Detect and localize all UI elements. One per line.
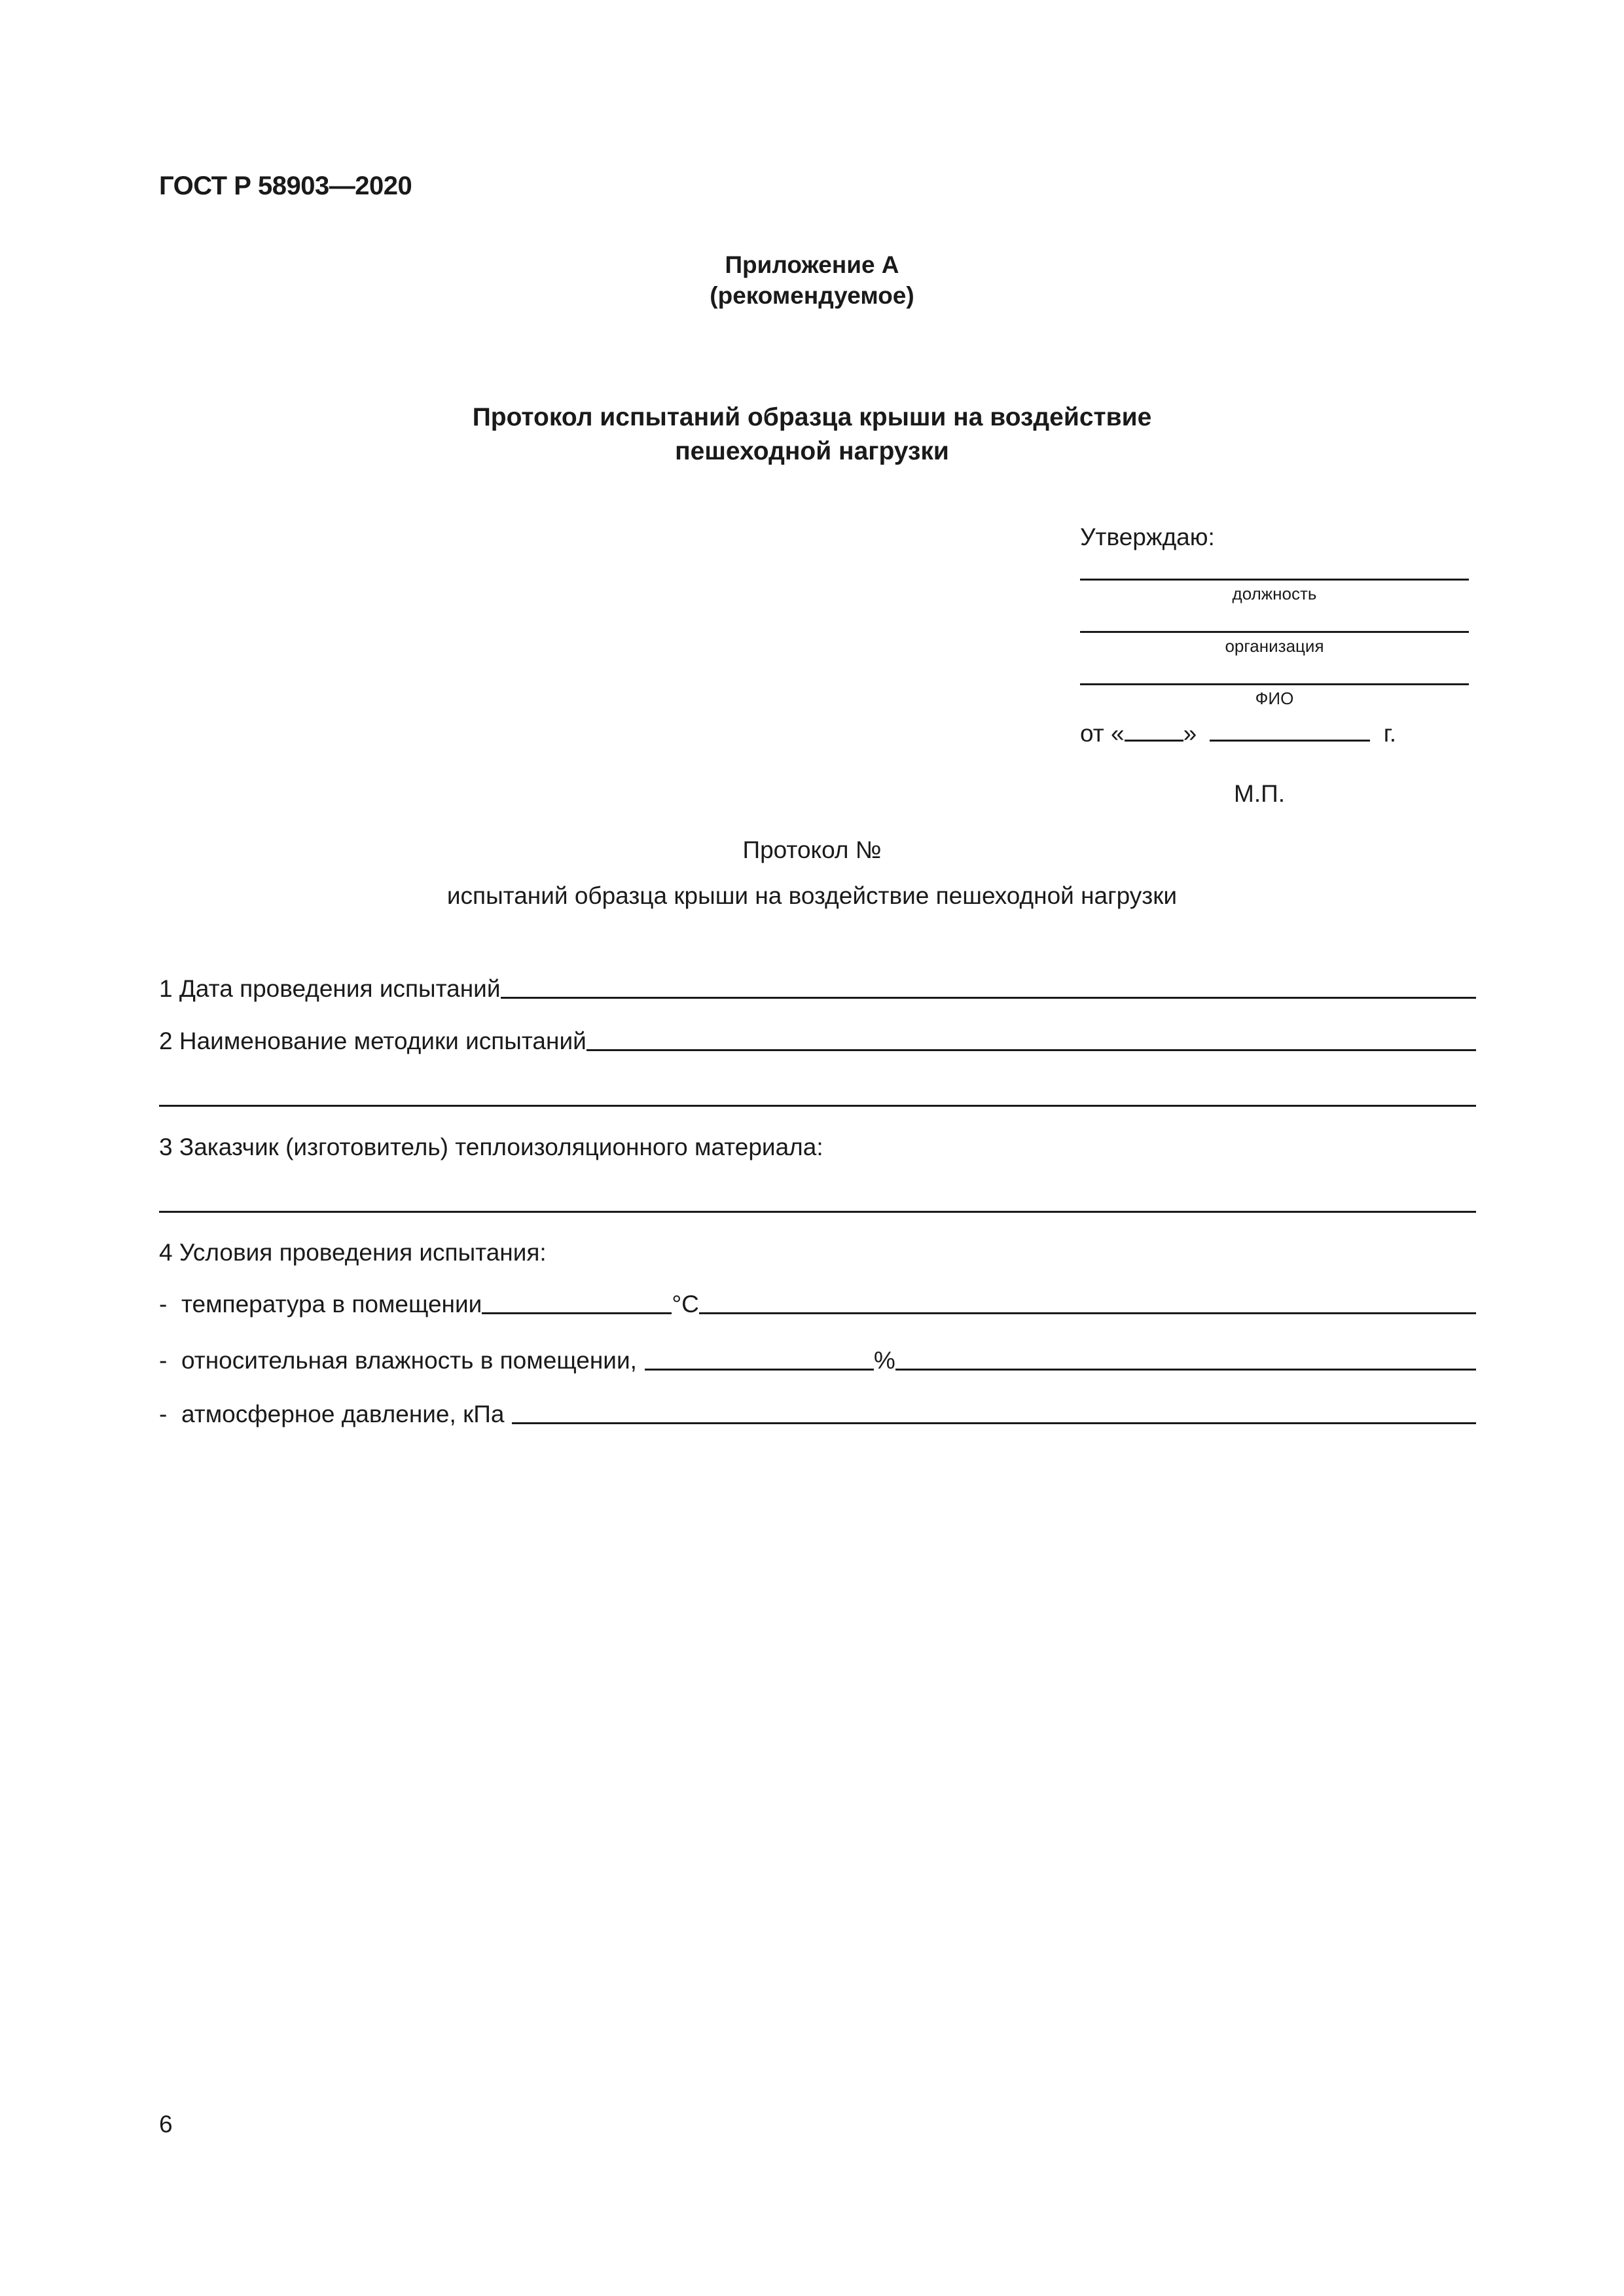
- date-suffix: г.: [1383, 720, 1396, 747]
- test-date-row: [159, 975, 1476, 1003]
- humidity-value-field: [645, 1367, 874, 1371]
- approval-label: Утверждаю:: [1080, 524, 1215, 550]
- date-prefix: от «: [1080, 720, 1125, 747]
- organization-caption: организация: [1225, 636, 1324, 656]
- test-date-label: 1 Дата проведения испытаний: [159, 975, 501, 1002]
- conditions-label: 4 Условия проведения испытания:: [159, 1239, 547, 1266]
- date-day-blank: [1125, 720, 1183, 742]
- temperature-row: [159, 1291, 1476, 1318]
- pressure-dash: -: [159, 1401, 168, 1427]
- annex-title: Приложение А: [725, 251, 899, 278]
- name-caption: ФИО: [1255, 689, 1294, 708]
- temperature-remainder-field: [699, 1311, 1476, 1314]
- customer-row: [159, 1134, 1476, 1161]
- test-method-row: [159, 1028, 1476, 1055]
- position-signature-line: [1080, 579, 1469, 581]
- standard-number: ГОСТ Р 58903—2020: [159, 171, 412, 200]
- document-title-line1: Протокол испытаний образца крыши на воздействие: [472, 403, 1152, 431]
- page-number: 6: [159, 2111, 173, 2138]
- temperature-unit: °С: [672, 1291, 699, 1318]
- temperature-dash: -: [159, 1291, 168, 1318]
- name-signature-line: [1080, 683, 1469, 685]
- stamp-placeholder: М.П.: [1234, 780, 1285, 807]
- customer-label: 3 Заказчик (изготовитель) теплоизоляционного материала:: [159, 1134, 823, 1160]
- protocol-heading: Протокол №: [742, 836, 882, 863]
- date-month-blank: [1210, 720, 1370, 742]
- humidity-remainder-field: [895, 1367, 1476, 1371]
- approval-date-row: [1080, 720, 1396, 747]
- pressure-field: [512, 1421, 1476, 1424]
- humidity-dash: -: [159, 1347, 168, 1374]
- pressure-label: атмосферное давление, кПа: [181, 1401, 505, 1427]
- test-date-field: [501, 996, 1476, 999]
- humidity-row: [159, 1347, 1476, 1374]
- temperature-label: температура в помещении: [181, 1291, 482, 1318]
- protocol-subheading: испытаний образца крыши на воздействие пешеходной нагрузки: [446, 882, 1178, 909]
- position-caption: должность: [1232, 584, 1317, 603]
- organization-signature-line: [1080, 631, 1469, 633]
- test-method-field: [586, 1048, 1476, 1051]
- temperature-value-field: [482, 1311, 672, 1314]
- pressure-row: [159, 1401, 1476, 1428]
- test-method-continuation-line: [159, 1105, 1476, 1107]
- date-mid: »: [1183, 720, 1197, 747]
- humidity-label: относительная влажность в помещении,: [181, 1347, 637, 1374]
- annex-status: (рекомендуемое): [710, 282, 914, 309]
- document-title-line2: пешеходной нагрузки: [675, 437, 949, 465]
- conditions-row: [159, 1239, 1476, 1266]
- humidity-unit: %: [873, 1347, 895, 1374]
- customer-field-line: [159, 1211, 1476, 1213]
- test-method-label: 2 Наименование методики испытаний: [159, 1028, 586, 1054]
